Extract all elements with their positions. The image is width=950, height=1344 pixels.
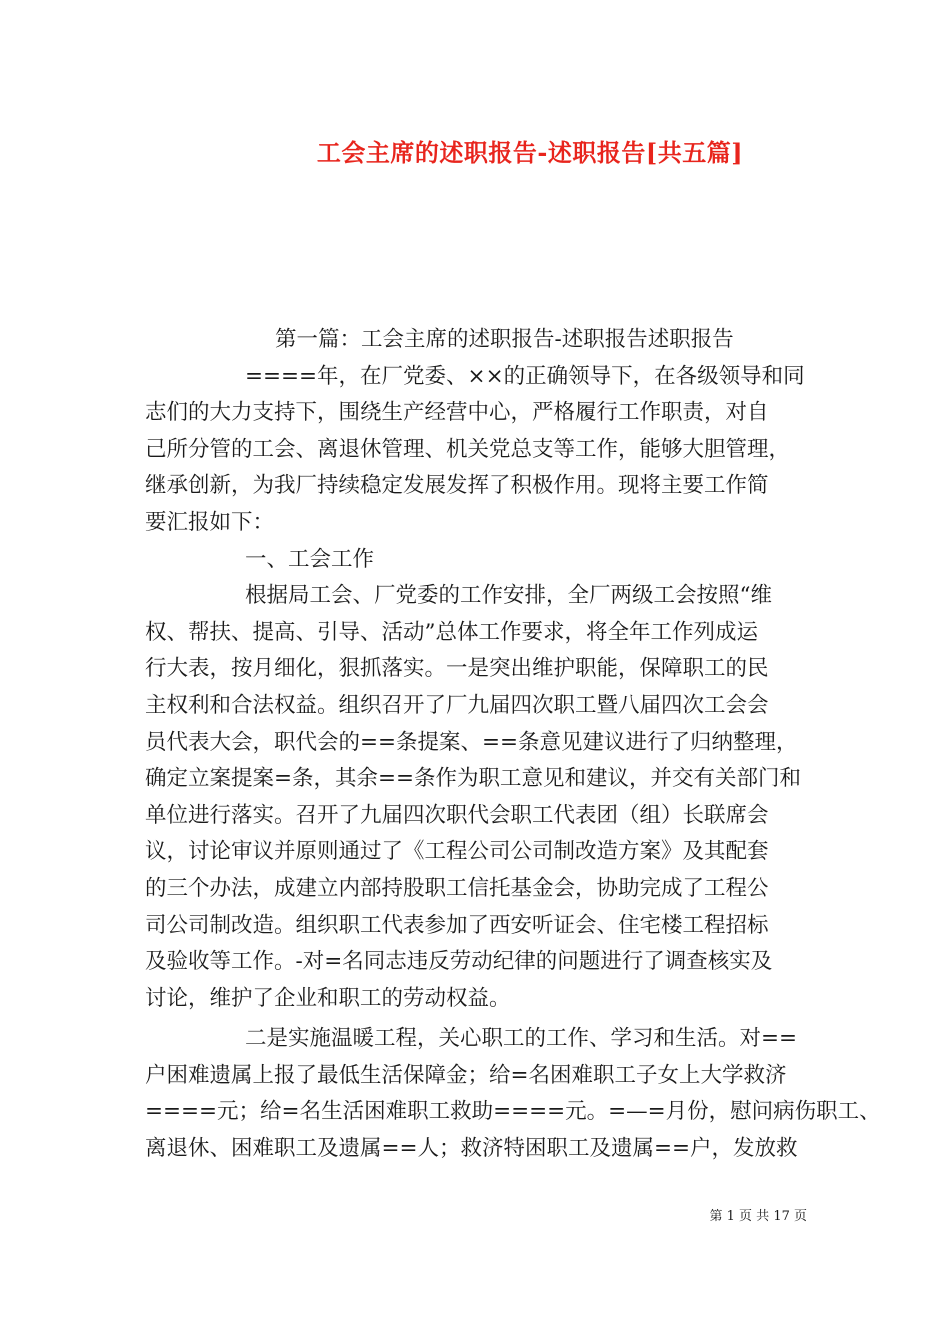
text-line: 权、帮扶、提高、引导、活动”总体工作要求，将全年工作列成运 (145, 619, 758, 645)
text-line: 单位进行落实。召开了九届四次职代会职工代表团（组）长联席会 (145, 802, 769, 828)
text-line: 议，讨论审议并原则通过了《工程公司公司制改造方案》及其配套 (145, 839, 769, 865)
text-line: ====元；给=名生活困难职工救助====元。=—=月份，慰问病伤职工、 (145, 1099, 881, 1125)
text-line: 司公司制改造。组织职工代表参加了西安听证会、住宅楼工程招标 (145, 912, 769, 938)
text-line: 己所分管的工会、离退休管理、机关党总支等工作，能够大胆管理， (145, 436, 791, 462)
text-line: 员代表大会，职代会的==条提案、==条意见建议进行了归纳整理， (145, 729, 798, 755)
text-line: 根据局工会、厂党委的工作安排，全厂两级工会按照“维 (245, 583, 772, 609)
text-line: 继承创新，为我厂持续稳定发展发挥了积极作用。现将主要工作简 (145, 473, 769, 499)
text-line: 志们的大力支持下，围绕生产经营中心，严格履行工作职责，对自 (145, 400, 769, 426)
document-title: 工会主席的述职报告-述职报告[共五篇] (316, 138, 744, 167)
text-line: 行大表，按月细化，狠抓落实。一是突出维护职能，保障职工的民 (145, 656, 769, 682)
text-line: 主权利和合法权益。组织召开了厂九届四次职工暨八届四次工会会 (145, 692, 769, 718)
page-number: 第 1 页 共 17 页 (709, 1209, 807, 1224)
text-line: 二是实施温暖工程，关心职工的工作、学习和生活。对== (245, 1026, 798, 1052)
text-line: 讨论，维护了企业和职工的劳动权益。 (145, 985, 511, 1011)
text-line: 户困难遗属上报了最低生活保障金；给=名困难职工子女上大学救济 (145, 1062, 787, 1088)
text-line: 及验收等工作。-对=名同志违反劳动纪律的问题进行了调查核实及 (145, 949, 773, 975)
section-heading: 第一篇：工会主席的述职报告-述职报告述职报告 (275, 327, 734, 352)
text-line: 要汇报如下： (145, 509, 275, 535)
subsection-heading: 一、工会工作 (245, 546, 375, 572)
text-line: 的三个办法，成建立内部持股职工信托基金会，协助完成了工程公 (145, 875, 769, 901)
text-line: ====年，在厂党委、××的正确领导下，在各级领导和同 (245, 363, 805, 389)
text-line: 确定立案提案=条，其余==条作为职工意见和建议，并交有关部门和 (145, 766, 802, 792)
text-line: 离退休、困难职工及遗属==人；救济特困职工及遗属==户，发放救 (145, 1136, 798, 1162)
document-body (145, 322, 881, 1168)
